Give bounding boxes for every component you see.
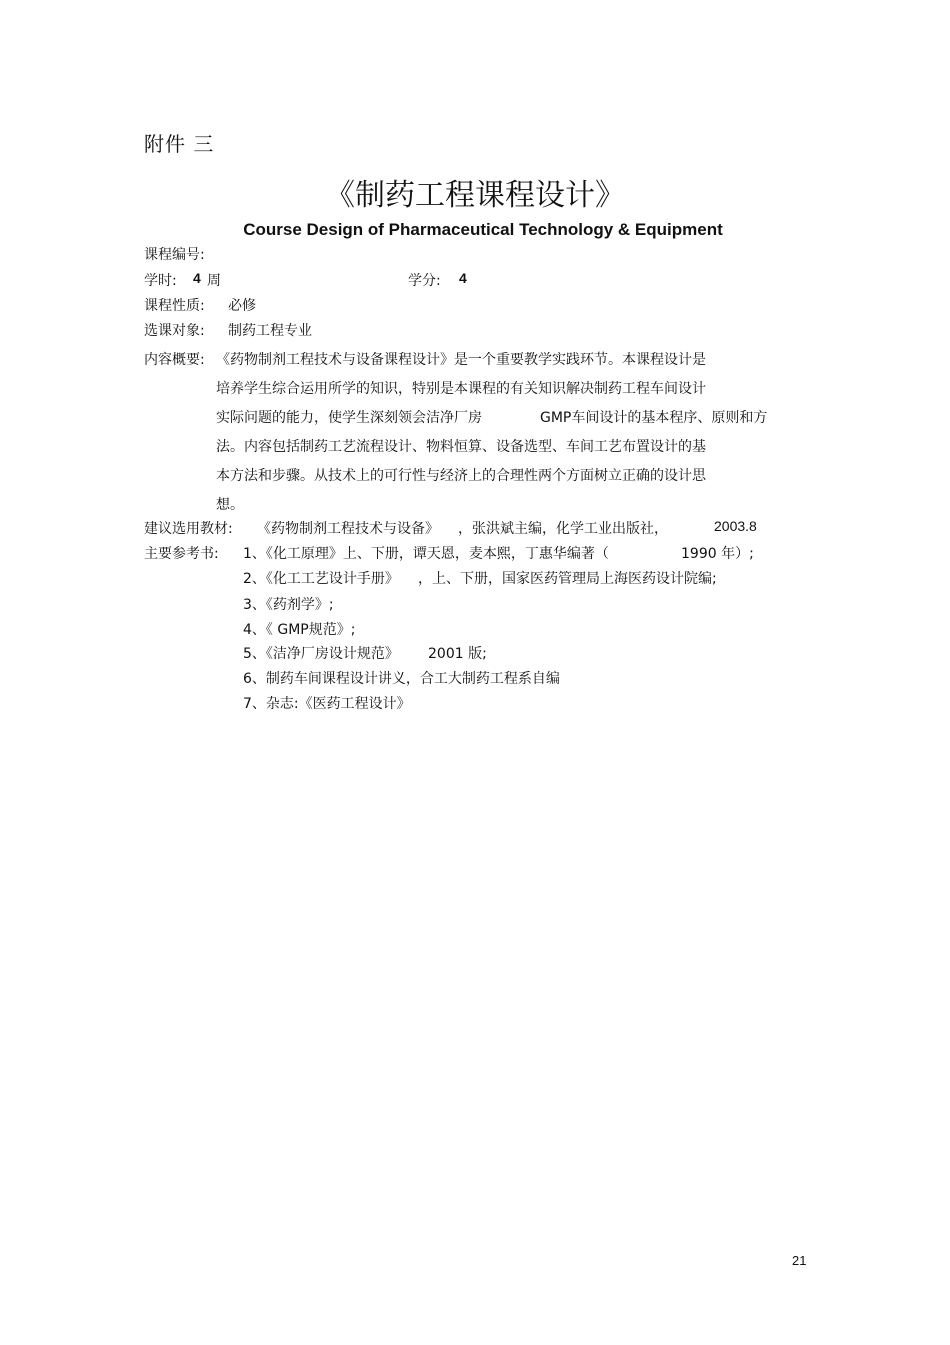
title-chinese: 《制药工程课程设计》	[325, 178, 625, 213]
summary-line: 想。	[216, 497, 244, 513]
textbook-publisher: ，张洪斌主编，化学工业出版社，	[458, 521, 668, 537]
course-code-label: 课程编号:	[144, 247, 205, 263]
textbook-label: 建议选用教材:	[144, 521, 233, 537]
summary-line: 本方法和步骤。从技术上的可行性与经济上的合理性两个方面树立正确的设计思	[216, 468, 706, 484]
reference-item: 6、制药车间课程设计讲义，合工大制药工程系自编	[243, 671, 560, 687]
summary-line: 培养学生综合运用所学的知识，特别是本课程的有关知识解决制药工程车间设计	[216, 381, 706, 397]
summary-line: 法。内容包括制药工艺流程设计、物料恒算、设备选型、车间工艺布置设计的基	[216, 439, 706, 455]
reference-item: 5、《洁净厂房设计规范》	[243, 646, 399, 662]
summary-line: 实际问题的能力，使学生深刻领会洁净厂房	[216, 410, 482, 426]
hours-label: 学时:	[144, 273, 177, 289]
textbook-year: 2003.8	[714, 518, 757, 534]
reference-item: 3、《药剂学》;	[243, 597, 334, 613]
summary-label: 内容概要:	[144, 352, 205, 368]
reference-item: 7、杂志:《医药工程设计》	[243, 696, 411, 712]
attachment-label: 附件 三	[144, 132, 215, 156]
reference-item: 4、《 GMP规范》;	[243, 622, 356, 638]
summary-line: 《药物制剂工程技术与设备课程设计》是一个重要教学实践环节。本课程设计是	[216, 352, 706, 368]
target-label: 选课对象:	[144, 323, 205, 339]
reference-item-edition: 2001 版;	[428, 646, 487, 662]
nature-value: 必修	[228, 298, 256, 314]
hours-value: 4	[193, 270, 201, 286]
summary-line-gmp: GMP车间设计的基本程序、原则和方	[540, 410, 768, 426]
textbook-title: 《药物制剂工程技术与设备》	[257, 521, 439, 537]
reference-item: 1、《化工原理》上、下册，谭天恩，麦本熙，丁惠华编著（	[243, 546, 609, 562]
target-value: 制药工程专业	[228, 323, 312, 339]
credits-label: 学分:	[408, 273, 441, 289]
credits-value: 4	[459, 270, 467, 286]
reference-item-year: 1990 年）;	[681, 546, 754, 562]
reference-item-detail: ，上、下册，国家医药管理局上海医药设计院编;	[418, 571, 717, 587]
page-number: 21	[792, 1253, 807, 1268]
references-label: 主要参考书:	[144, 546, 219, 562]
title-english: Course Design of Pharmaceutical Technology & Equipment	[243, 220, 723, 239]
hours-unit: 周	[207, 273, 221, 289]
nature-label: 课程性质:	[144, 298, 205, 314]
reference-item: 2、《化工工艺设计手册》	[243, 571, 399, 587]
